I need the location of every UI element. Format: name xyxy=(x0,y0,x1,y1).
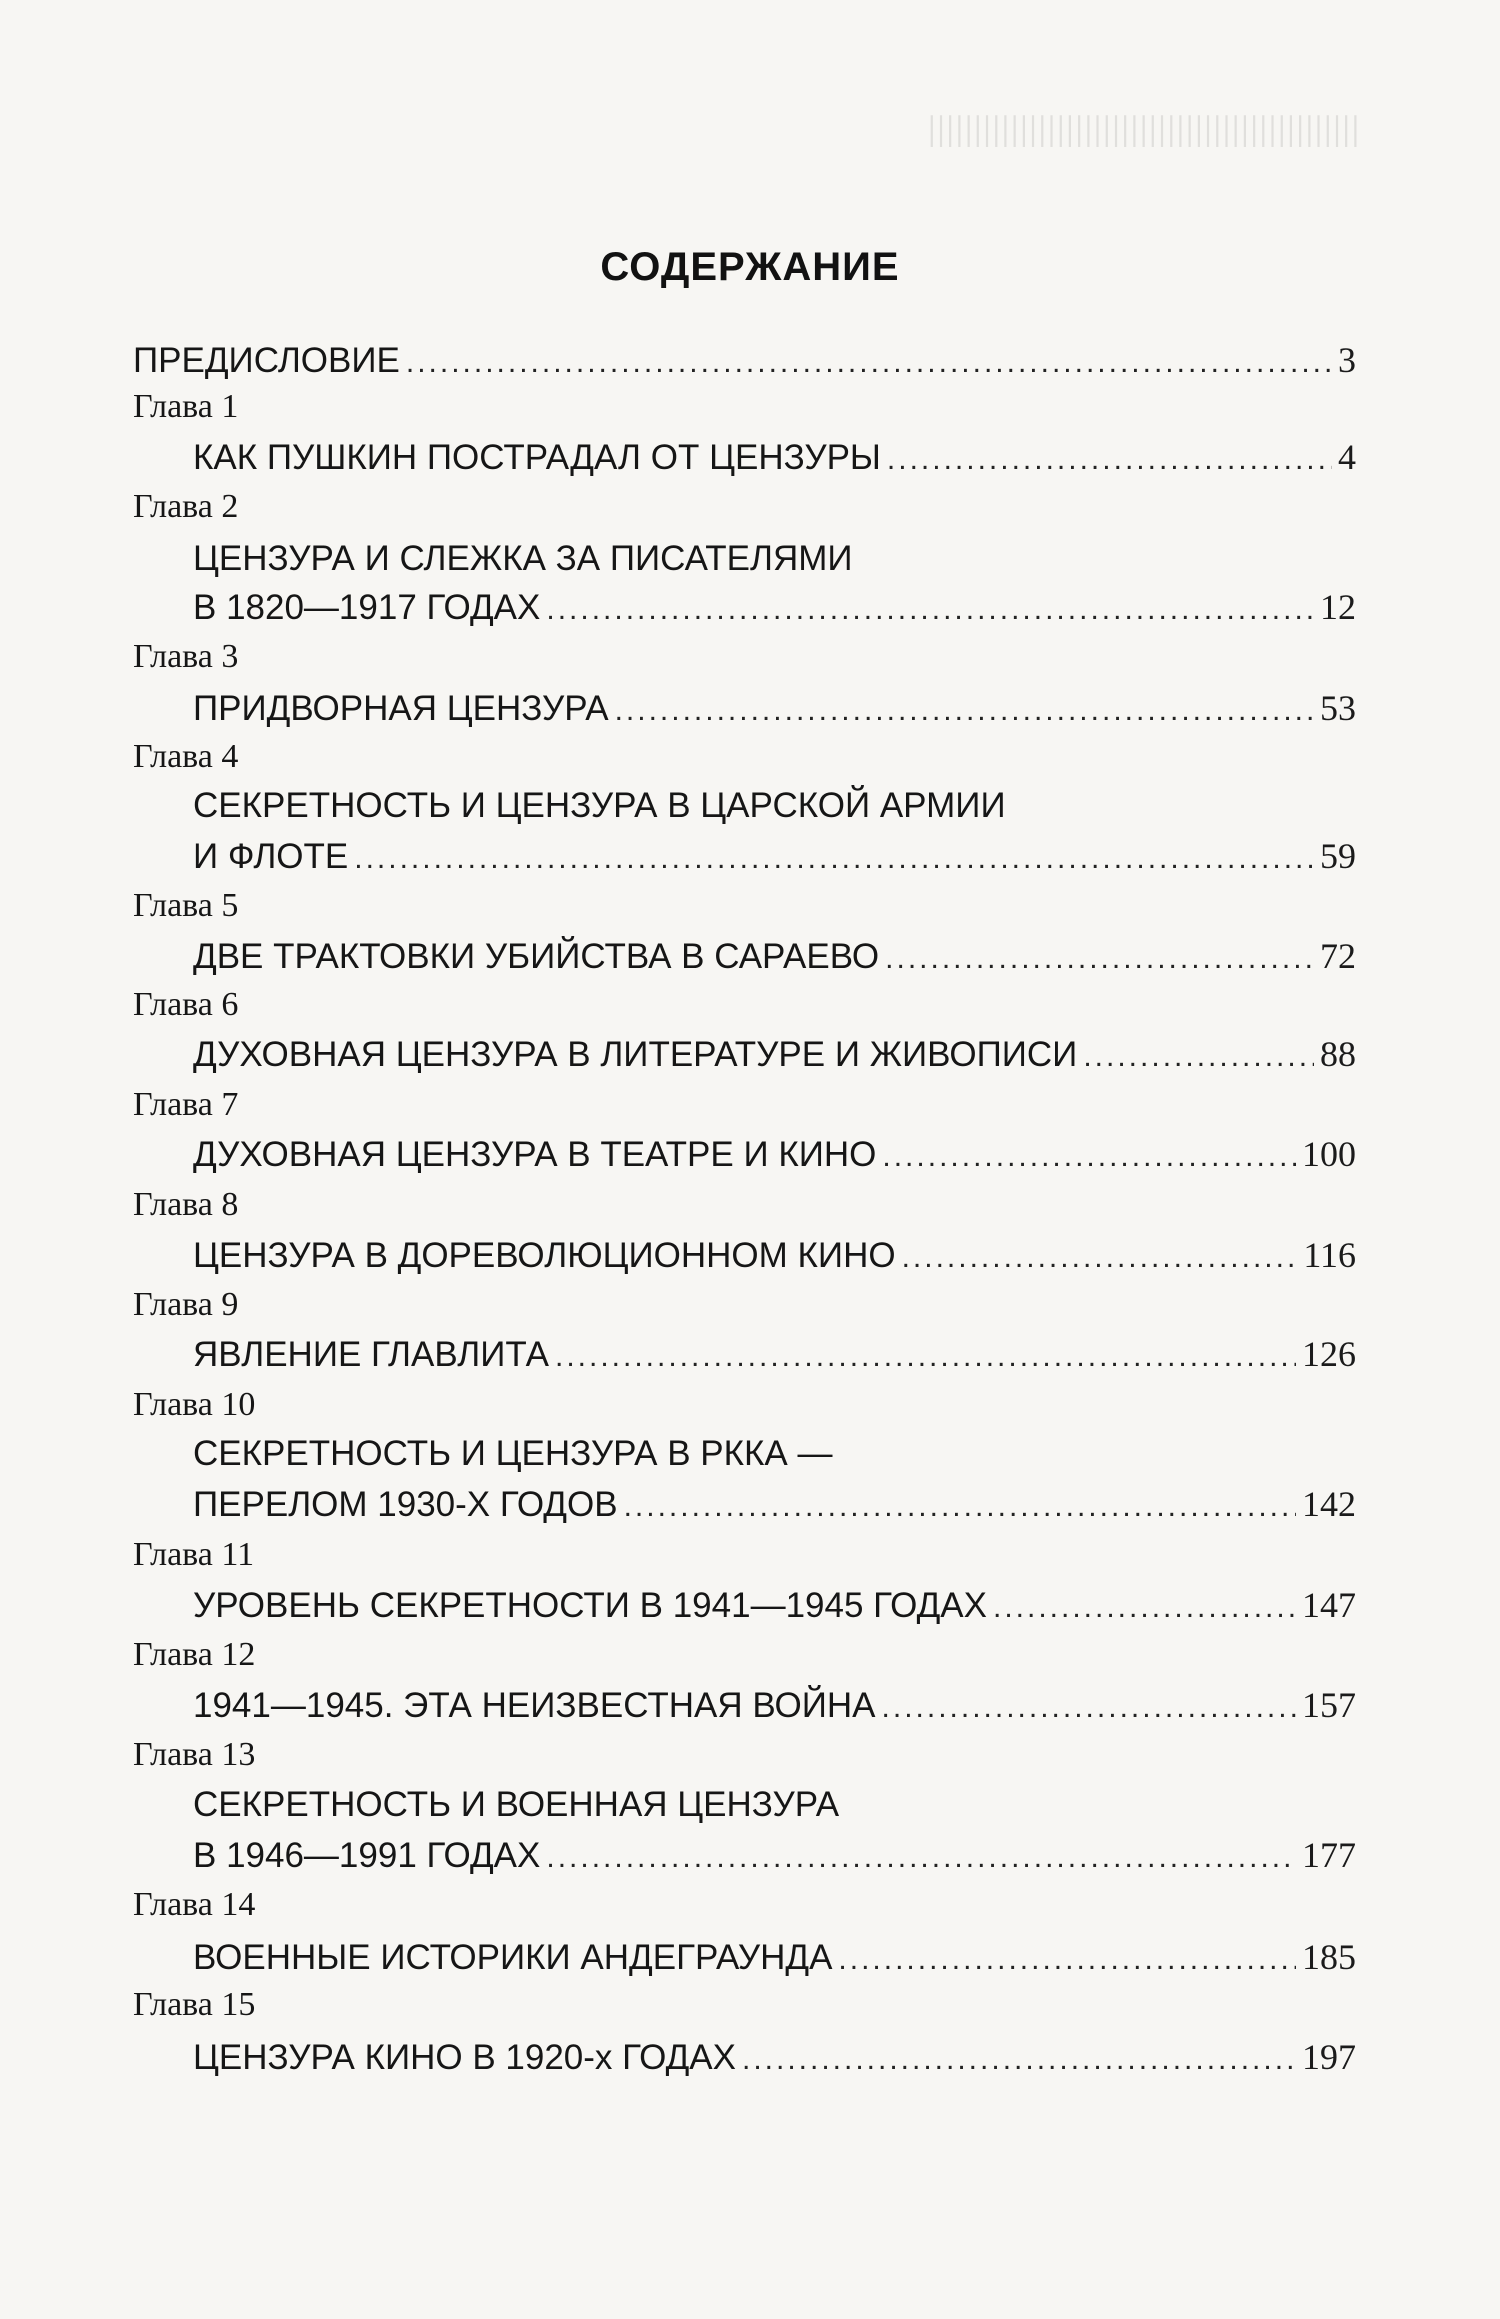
toc-page-number: 157 xyxy=(1302,1685,1356,1725)
toc-entry-chapter-9[interactable] xyxy=(193,1332,1356,1379)
dot-leader xyxy=(406,341,1332,385)
dot-leader xyxy=(1083,1035,1314,1079)
dot-leader xyxy=(354,837,1314,881)
toc-entry-chapter-12[interactable] xyxy=(193,1683,1356,1730)
chapter-label: Глава 12 xyxy=(133,1636,256,1673)
toc-page-number: 53 xyxy=(1320,688,1356,728)
dot-leader xyxy=(902,1236,1298,1280)
toc-entry-chapter-1[interactable] xyxy=(193,435,1356,482)
dot-leader xyxy=(624,1485,1296,1529)
chapter-label: Глава 1 xyxy=(133,388,239,425)
toc-page-number: 177 xyxy=(1302,1835,1356,1875)
chapter-label: Глава 15 xyxy=(133,1986,256,2023)
toc-entry-preface[interactable] xyxy=(133,338,1356,385)
toc-entry-title: ПРЕДИСЛОВИЕ xyxy=(133,341,400,380)
toc-entry-title: ДВЕ ТРАКТОВКИ УБИЙСТВА В САРАЕВО xyxy=(193,937,880,976)
chapter-label: Глава 6 xyxy=(133,986,239,1023)
toc-entry-chapter-13[interactable] xyxy=(193,1833,1356,1880)
toc-entry-chapter-6[interactable] xyxy=(193,1032,1356,1079)
toc-entry-title: ЯВЛЕНИЕ ГЛАВЛИТА xyxy=(193,1335,549,1374)
toc-entry-chapter-11[interactable] xyxy=(193,1583,1356,1630)
toc-page-number: 116 xyxy=(1303,1235,1356,1275)
dot-leader xyxy=(885,937,1314,981)
chapter-label: Глава 14 xyxy=(133,1886,256,1923)
dot-leader xyxy=(882,1686,1296,1730)
toc-entry-title-line: СЕКРЕТНОСТЬ И ЦЕНЗУРА В РККА — xyxy=(193,1434,833,1473)
chapter-label: Глава 5 xyxy=(133,887,239,924)
toc-page-number: 142 xyxy=(1302,1484,1356,1524)
chapter-label: Глава 7 xyxy=(133,1086,239,1123)
toc-entry-title: УРОВЕНЬ СЕКРЕТНОСТИ В 1941—1945 ГОДАХ xyxy=(193,1586,987,1625)
dot-leader xyxy=(882,1135,1296,1179)
chapter-label: Глава 13 xyxy=(133,1736,256,1773)
toc-page-number: 100 xyxy=(1302,1134,1356,1174)
toc-page-number: 12 xyxy=(1320,587,1356,627)
toc-entry-title: ДУХОВНАЯ ЦЕНЗУРА В ЛИТЕРАТУРЕ И ЖИВОПИСИ xyxy=(193,1035,1078,1074)
toc-entry-chapter-7[interactable] xyxy=(193,1132,1356,1179)
chapter-label: Глава 2 xyxy=(133,488,239,525)
toc-page-number: 147 xyxy=(1302,1585,1356,1625)
dot-leader xyxy=(887,438,1332,482)
toc-entry-title-line: ЦЕНЗУРА И СЛЕЖКА ЗА ПИСАТЕЛЯМИ xyxy=(193,539,853,578)
toc-entry-title: ВОЕННЫЕ ИСТОРИКИ АНДЕГРАУНДА xyxy=(193,1938,833,1977)
toc-page-number: 197 xyxy=(1302,2037,1356,2077)
toc-entry-title: В 1820—1917 ГОДАХ xyxy=(193,588,541,627)
toc-page-number: 126 xyxy=(1302,1334,1356,1374)
toc-entry-title: ЦЕНЗУРА В ДОРЕВОЛЮЦИОННОМ КИНО xyxy=(193,1236,896,1275)
page-title: СОДЕРЖАНИЕ xyxy=(600,245,900,289)
chapter-label: Глава 10 xyxy=(133,1386,256,1423)
toc-entry-title-line: СЕКРЕТНОСТЬ И ВОЕННАЯ ЦЕНЗУРА xyxy=(193,1785,840,1824)
toc-entry-chapter-14[interactable] xyxy=(193,1935,1356,1982)
chapter-label: Глава 3 xyxy=(133,638,239,675)
toc-entry-title: 1941—1945. ЭТА НЕИЗВЕСТНАЯ ВОЙНА xyxy=(193,1686,876,1725)
toc-entry-title: ПРИДВОРНАЯ ЦЕНЗУРА xyxy=(193,689,609,728)
toc-entry-title: В 1946—1991 ГОДАХ xyxy=(193,1836,541,1875)
dot-leader xyxy=(546,588,1314,632)
toc-entry-title: ДУХОВНАЯ ЦЕНЗУРА В ТЕАТРЕ И КИНО xyxy=(193,1135,877,1174)
dot-leader xyxy=(838,1938,1296,1982)
chapter-label: Глава 9 xyxy=(133,1286,239,1323)
toc-page-number: 72 xyxy=(1320,936,1356,976)
dot-leader xyxy=(615,689,1314,733)
toc-entry-title: КАК ПУШКИН ПОСТРАДАЛ ОТ ЦЕНЗУРЫ xyxy=(193,438,881,477)
toc-entry-chapter-4[interactable] xyxy=(193,834,1356,881)
toc-entry-title: ЦЕНЗУРА КИНО В 1920-х ГОДАХ xyxy=(193,2038,736,2077)
toc-entry-title-line: СЕКРЕТНОСТЬ И ЦЕНЗУРА В ЦАРСКОЙ АРМИИ xyxy=(193,786,1006,825)
toc-page-number: 59 xyxy=(1320,836,1356,876)
toc-page-number: 88 xyxy=(1320,1034,1356,1074)
toc-entry-chapter-5[interactable] xyxy=(193,934,1356,981)
dot-leader xyxy=(742,2038,1296,2082)
toc-page-number: 4 xyxy=(1338,437,1356,477)
dot-leader xyxy=(993,1586,1296,1630)
dot-leader xyxy=(546,1836,1296,1880)
chapter-label: Глава 11 xyxy=(133,1536,255,1573)
toc-entry-chapter-8[interactable] xyxy=(193,1233,1356,1280)
toc-page-number: 3 xyxy=(1338,340,1356,380)
toc-entry-chapter-3[interactable] xyxy=(193,686,1356,733)
toc-entry-title: И ФЛОТЕ xyxy=(193,837,349,876)
toc-entry-chapter-15[interactable] xyxy=(193,2035,1356,2082)
toc-entry-title: ПЕРЕЛОМ 1930-Х ГОДОВ xyxy=(193,1485,618,1524)
chapter-label: Глава 4 xyxy=(133,738,239,775)
toc-entry-chapter-2[interactable] xyxy=(193,585,1356,632)
dot-leader xyxy=(555,1335,1296,1379)
toc-entry-chapter-10[interactable] xyxy=(193,1482,1356,1529)
bleed-line: ǀǀǀǀǀǀǀǀǀǀǀǀǀǀǀǀǀǀǀǀǀǀǀǀǀǀǀǀǀǀǀǀǀǀǀǀǀǀǀǀǀǀǀǀǀǀǀ xyxy=(927,106,1360,157)
toc-page-number: 185 xyxy=(1302,1937,1356,1977)
chapter-label: Глава 8 xyxy=(133,1186,239,1223)
